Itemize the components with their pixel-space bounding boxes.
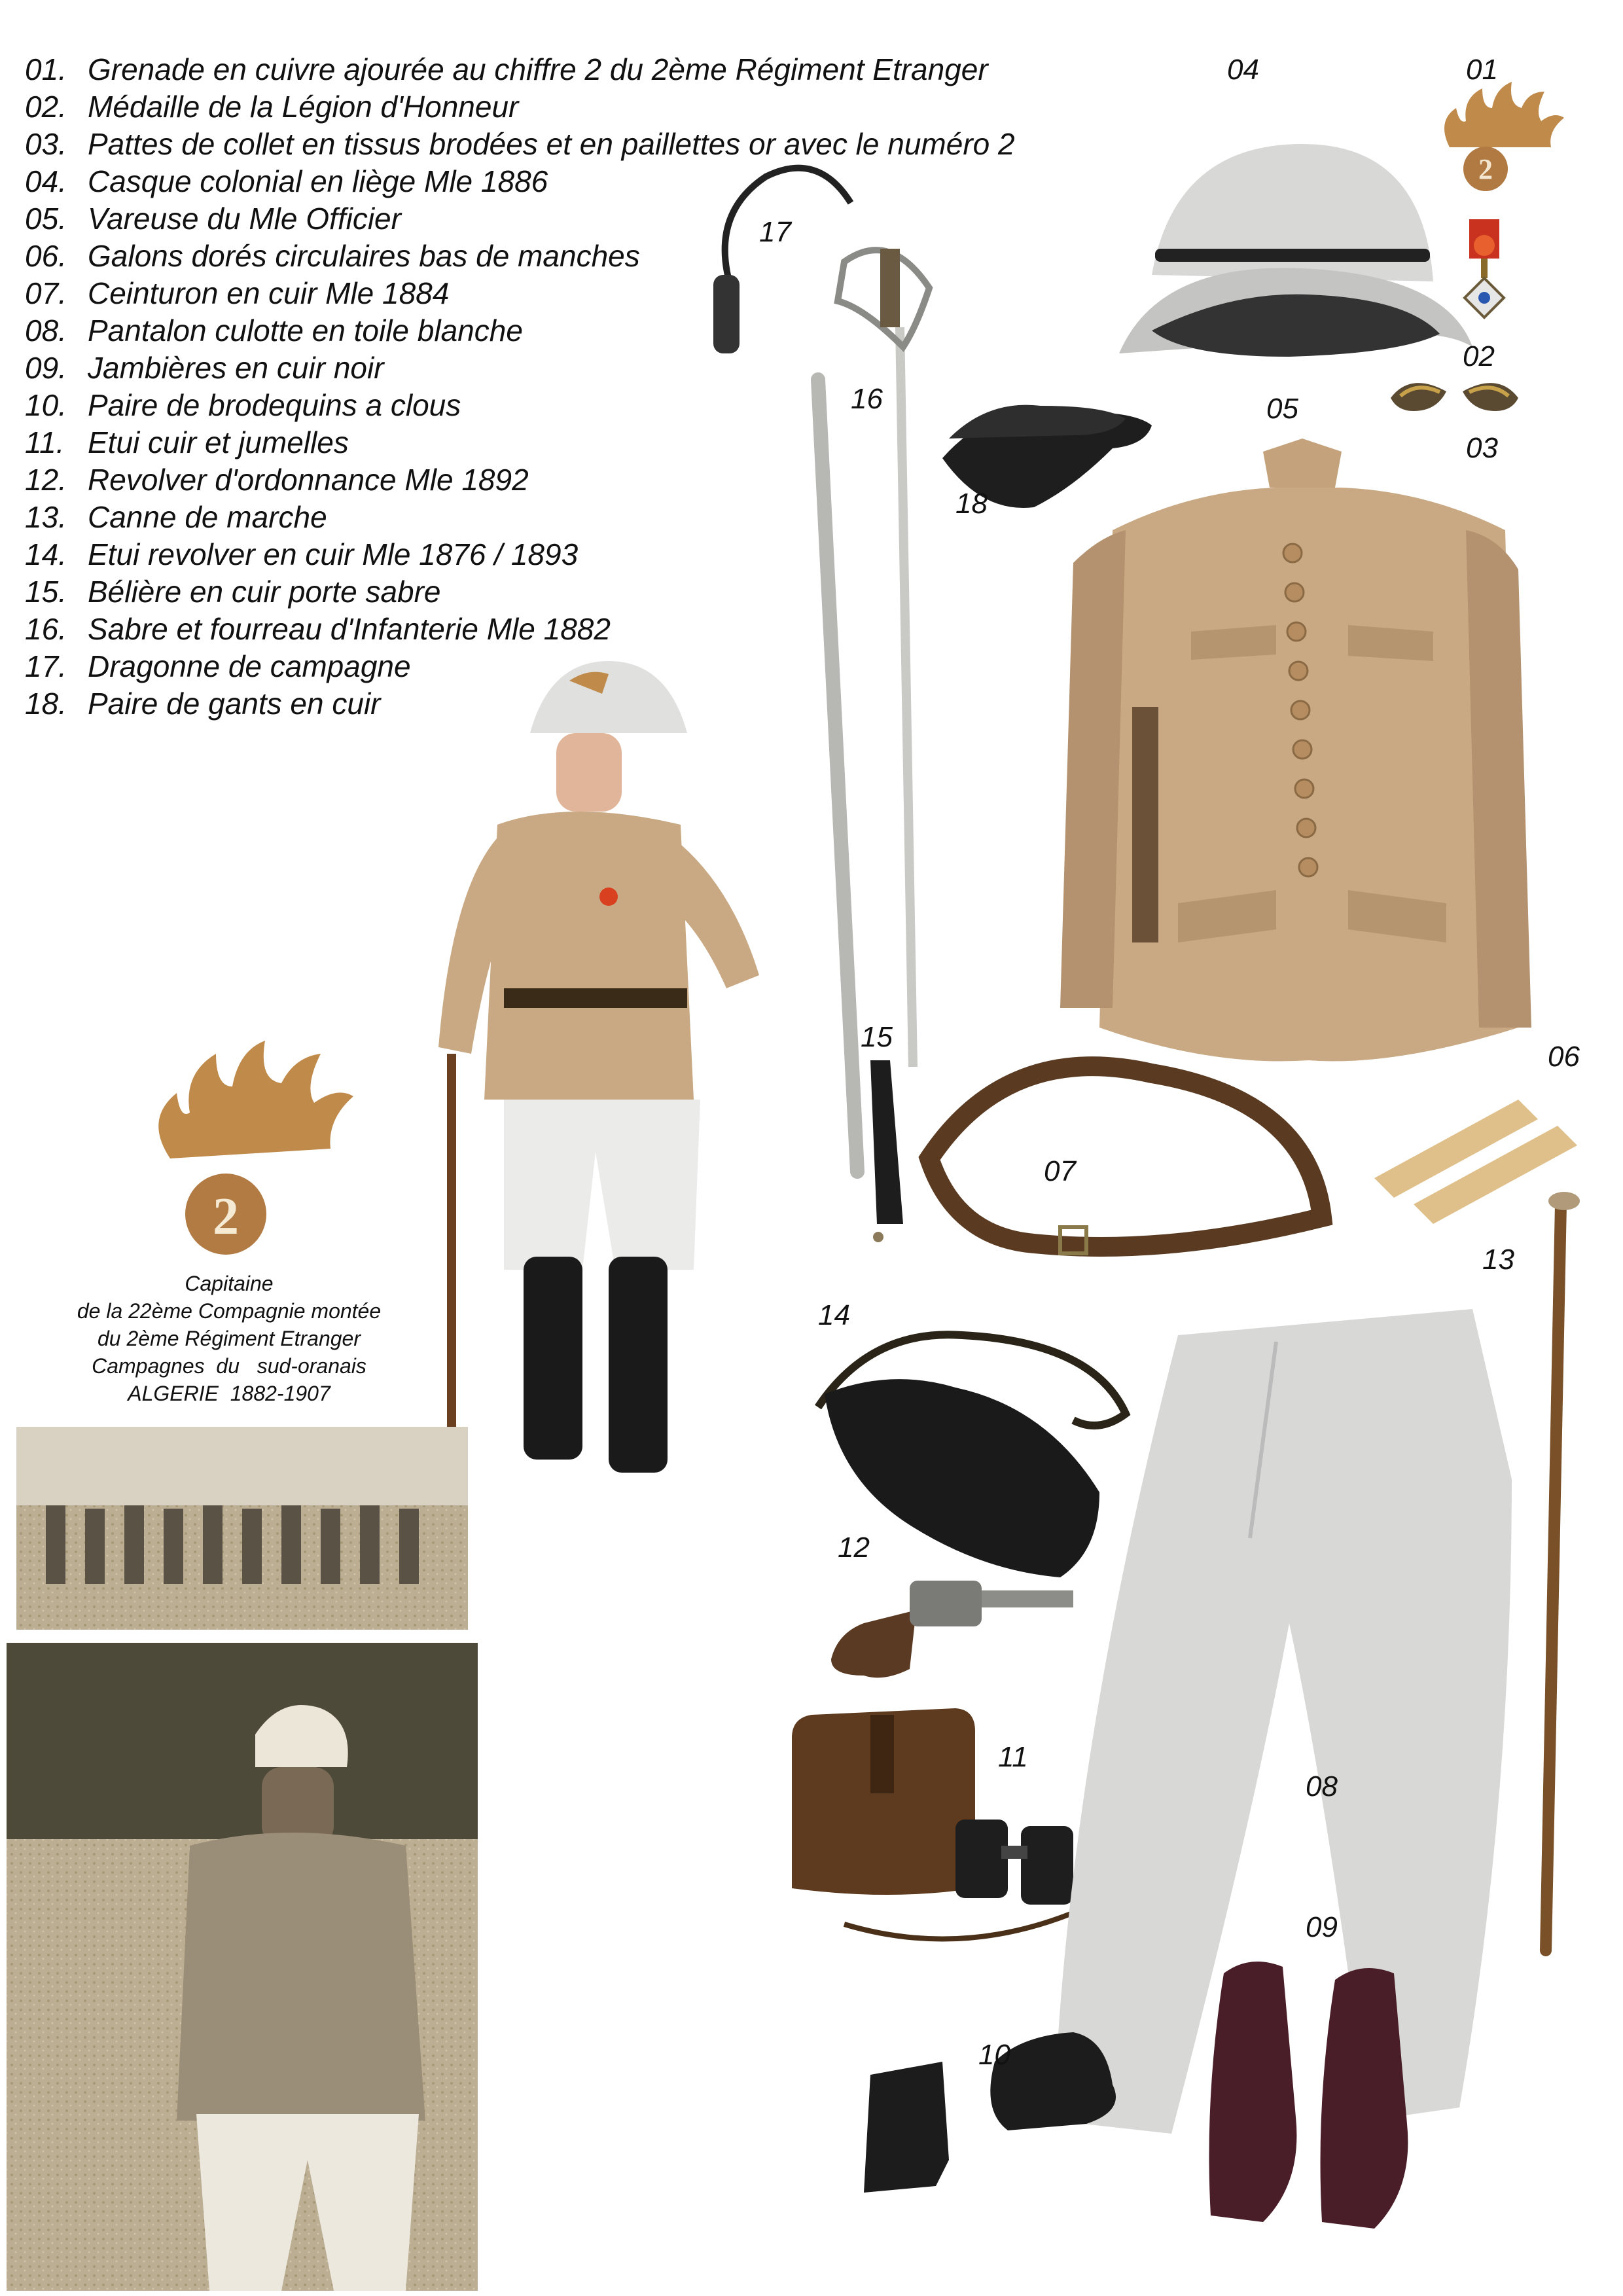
label-06: 06 [1548,1041,1580,1073]
label-16: 16 [851,383,883,415]
legend-item: 09. Jambières en cuir noir [25,351,384,385]
legend-item: 03. Pattes de collet en tissus brodées et en paillettes or avec le numéro 2 [25,127,1015,161]
label-07: 07 [1044,1155,1076,1187]
legend-item: 12. Revolver d'ordonnance Mle 1892 [25,463,529,497]
gold-sleeve-braid [1374,1100,1577,1224]
legend-item: 13. Canne de marche [25,500,327,534]
legend-item: 06. Galons dorés circulaires bas de manches [25,239,640,273]
label-03: 03 [1466,432,1498,464]
colonial-helmet [1119,144,1472,357]
legend-item: 16. Sabre et fourreau d'Infanterie Mle 1882 [25,612,611,646]
label-13: 13 [1482,1244,1514,1276]
leather-belt [929,1066,1322,1253]
legend-item: 11. Etui cuir et jumelles [25,425,349,459]
legend-item: 02. Médaille de la Légion d'Honneur [25,90,519,124]
grenade-badge-small [1444,82,1564,191]
legend-item: 10. Paire de brodequins a clous [25,388,461,422]
collar-patches [1391,383,1518,411]
figure-caption [39,1270,419,1407]
caption-line: Capitaine [185,1272,274,1295]
label-17: 17 [759,216,791,248]
leather-leggings [1209,1962,1408,2229]
sword-knot [713,168,851,353]
legion-honneur-medal [1465,219,1504,317]
legend-item: 01. Grenade en cuivre ajourée au chiffre 2 du 2ème Régiment Etranger [25,52,988,86]
label-05: 05 [1266,393,1298,425]
legend-item: 08. Pantalon culotte en toile blanche [25,314,523,348]
label-12: 12 [838,1532,870,1564]
label-18: 18 [955,488,988,520]
legend-item: 14. Etui revolver en cuir Mle 1876 / 1893 [25,537,579,571]
archive-photo-troops [16,1427,468,1630]
label-09: 09 [1306,1911,1338,1943]
walking-cane [1546,1192,1580,1950]
label-10: 10 [978,2039,1010,2071]
grenade-number-small: 2 [1478,153,1493,185]
sabre-frog [870,1060,903,1242]
label-15: 15 [861,1021,893,1053]
legend-item: 17. Dragonne de campagne [25,649,411,683]
caption-line: de la 22ème Compagnie montée [77,1299,382,1323]
grenade-badge-large [158,1041,353,1255]
caption-line: ALGERIE 1882-1907 [128,1382,330,1405]
officer-mannequin [438,661,759,1473]
legend-item: 15. Bélière en cuir porte sabre [25,575,441,609]
label-14: 14 [818,1299,850,1331]
archive-photo-portrait [7,1643,478,2291]
legend-item: 04. Casque colonial en liège Mle 1886 [25,164,548,198]
grenade-number-large: 2 [213,1188,239,1246]
label-08: 08 [1306,1770,1338,1803]
legend-item: 05. Vareuse du Mle Officier [25,202,401,236]
legend-item: 18. Paire de gants en cuir [25,687,381,721]
legend-item: 07. Ceinturon en cuir Mle 1884 [25,276,450,310]
label-01: 01 [1466,54,1498,86]
binoculars [955,1820,1073,1905]
caption-line: du 2ème Régiment Etranger [98,1327,361,1350]
officer-tunic [1060,439,1531,1061]
label-04: 04 [1227,54,1259,86]
service-revolver [831,1581,1073,1677]
label-02: 02 [1463,340,1495,372]
caption-line: Campagnes du sud-oranais [92,1354,366,1378]
label-11: 11 [998,1741,1028,1773]
